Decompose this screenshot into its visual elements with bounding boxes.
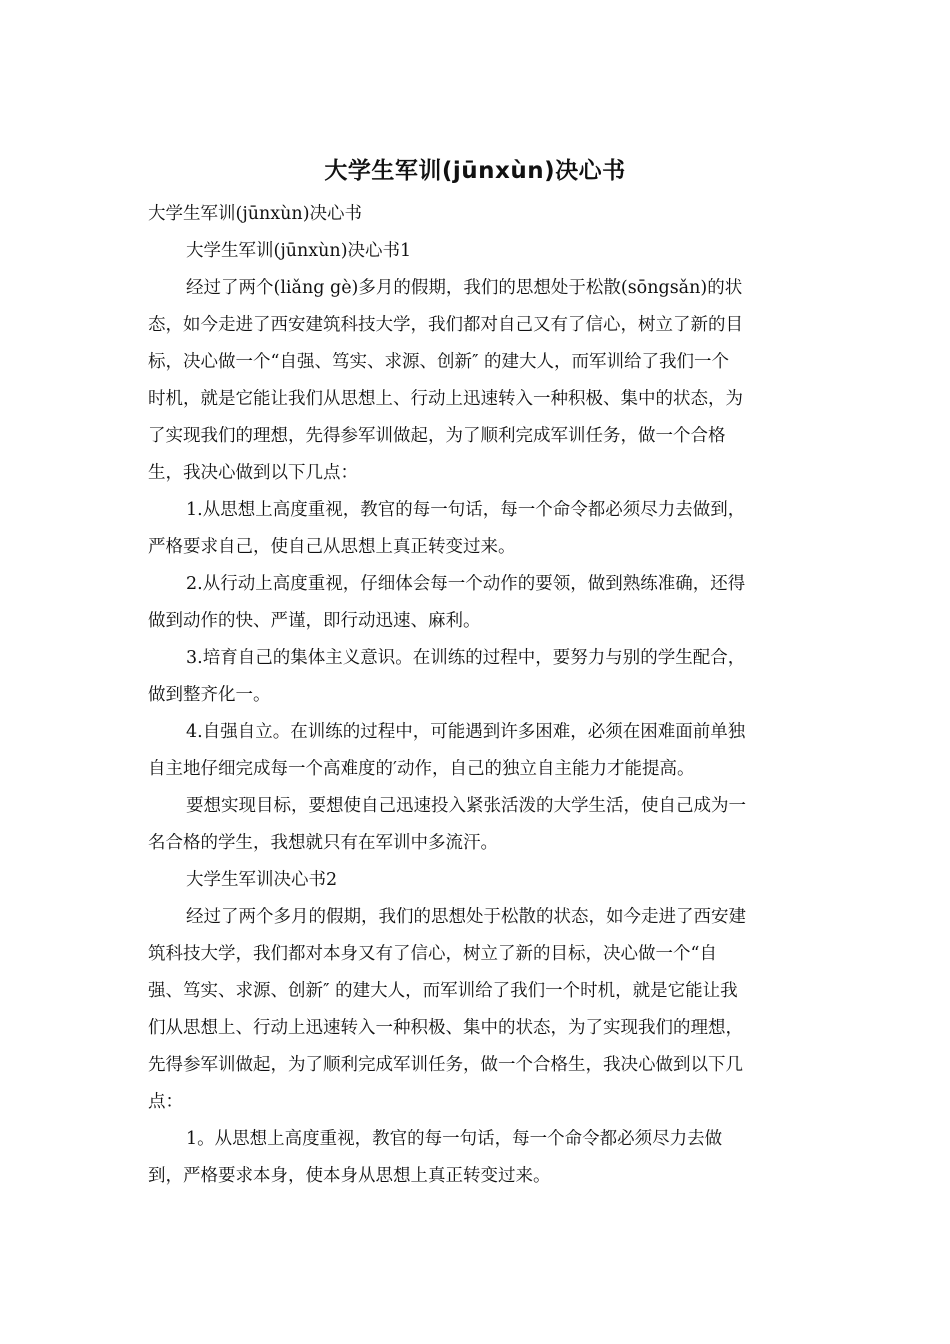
text-line: 名合格的学生，我想就只有在军训中多流汗。 bbox=[148, 833, 498, 853]
text-line: 强、笃实、求源、创新″ 的建大人，而军训给了我们一个时机，就是它能让我 bbox=[148, 981, 738, 1001]
text-line: 做到整齐化一。 bbox=[148, 685, 271, 705]
text-line: 3.培育自己的集体主义意识。在训练的过程中，要努力与别的学生配合， bbox=[186, 648, 746, 668]
text-line: 态，如今走进了西安建筑科技大学，我们都对自己又有了信心，树立了新的目 bbox=[148, 315, 743, 335]
text-line: 做到动作的快、严谨，即行动迅速、麻利。 bbox=[148, 611, 481, 631]
text-line: 2.从行动上高度重视，仔细体会每一个动作的要领，做到熟练准确，还得 bbox=[186, 574, 746, 594]
document-page bbox=[148, 150, 802, 1195]
text-line: 4.自强自立。在训练的过程中，可能遇到许多困难，必须在困难面前单独 bbox=[186, 722, 746, 742]
text-line: 1。从思想上高度重视，教官的每一句话，每一个命令都必须尽力去做 bbox=[186, 1129, 723, 1149]
text-line: 大学生军训决心书2 bbox=[186, 870, 338, 890]
text-line: 点： bbox=[148, 1092, 183, 1112]
text-line: 标，决心做一个“自强、笃实、求源、创新″ 的建大人，而军训给了我们一个 bbox=[148, 352, 730, 372]
text-line: 大学生军训(jūnxùn)决心书1 bbox=[186, 241, 412, 261]
text-line: 生，我决心做到以下几点： bbox=[148, 463, 358, 483]
text-line: 自主地仔细完成每一个高难度的′动作，自己的独立自主能力才能提高。 bbox=[148, 759, 695, 779]
text-line: 要想实现目标，要想使自己迅速投入紧张活泼的大学生活，使自己成为一 bbox=[186, 796, 746, 816]
text-line: 1.从思想上高度重视，教官的每一句话，每一个命令都必须尽力去做到， bbox=[186, 500, 746, 520]
text-line: 们从思想上、行动上迅速转入一种积极、集中的状态，为了实现我们的理想， bbox=[148, 1018, 743, 1038]
text-line: 了实现我们的理想，先得参军训做起，为了顺利完成军训任务，做一个合格 bbox=[148, 426, 726, 446]
text-line: 严格要求自己，使自己从思想上真正转变过来。 bbox=[148, 537, 516, 557]
document-body bbox=[148, 196, 802, 1195]
text-line: 大学生军训(jūnxùn)决心书 bbox=[148, 204, 363, 224]
text-line: 先得参军训做起，为了顺利完成军训任务，做一个合格生，我决心做到以下几 bbox=[148, 1055, 743, 1075]
text-line: 时机，就是它能让我们从思想上、行动上迅速转入一种积极、集中的状态，为 bbox=[148, 389, 743, 409]
text-line: 到，严格要求本身，使本身从思想上真正转变过来。 bbox=[148, 1166, 551, 1186]
text-line: 筑科技大学，我们都对本身又有了信心，树立了新的目标，决心做一个“自 bbox=[148, 944, 717, 964]
document-title: 大学生军训(jūnxùn)决心书 bbox=[324, 158, 626, 184]
text-line: 经过了两个多月的假期，我们的思想处于松散的状态，如今走进了西安建 bbox=[186, 907, 746, 927]
text-line: 经过了两个(liǎng gè)多月的假期，我们的思想处于松散(sōngsǎn)的状 bbox=[186, 278, 743, 298]
